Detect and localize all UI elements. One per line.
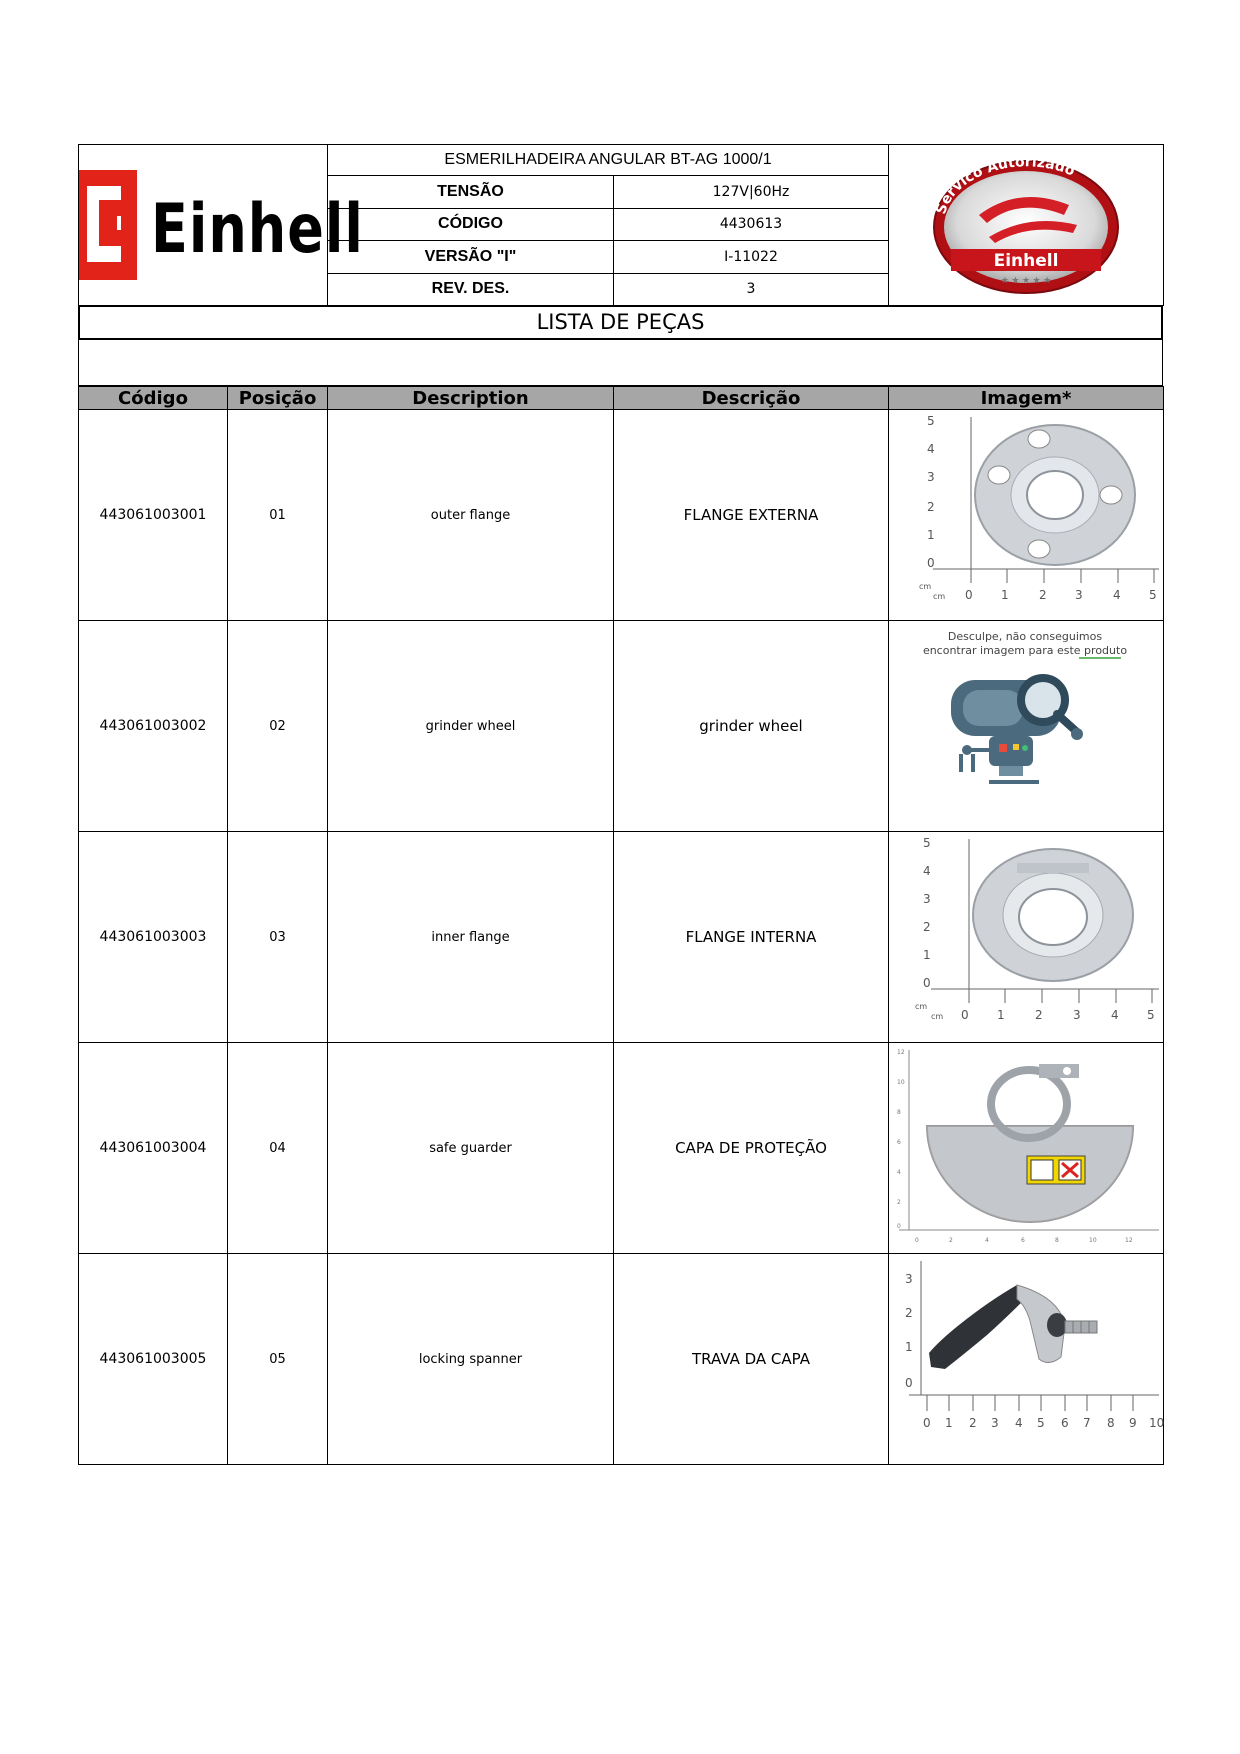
parts-list-sheet (78, 144, 1163, 1465)
product-title: ESMERILHADEIRA ANGULAR BT-AG 1000/1 (328, 145, 889, 176)
revision-label: REV. DES. (328, 273, 614, 305)
svg-text:0: 0 (915, 1237, 919, 1244)
svg-text:4: 4 (1113, 588, 1121, 602)
svg-text:5: 5 (1149, 588, 1157, 602)
svg-text:3: 3 (905, 1272, 913, 1286)
part-code: 443061003004 (79, 1043, 228, 1254)
svg-text:0: 0 (961, 1008, 969, 1022)
svg-text:8: 8 (897, 1109, 901, 1116)
svg-text:2: 2 (927, 500, 935, 514)
svg-text:0: 0 (927, 556, 935, 570)
svg-text:3: 3 (927, 470, 935, 484)
svg-text:Einhell: Einhell (151, 190, 364, 269)
svg-text:8: 8 (1055, 1237, 1059, 1244)
svg-text:6: 6 (1021, 1237, 1025, 1244)
svg-text:0: 0 (923, 976, 931, 990)
svg-text:2: 2 (1035, 1008, 1043, 1022)
svg-text:encontrar imagem para este pro: encontrar imagem para este produto (922, 644, 1128, 657)
svg-text:6: 6 (1061, 1416, 1069, 1430)
svg-text:10: 10 (897, 1079, 905, 1086)
svg-text:★ ★ ★ ★ ★: ★ ★ ★ ★ ★ (1000, 275, 1052, 285)
svg-text:cm: cm (931, 1012, 944, 1021)
part-position: 04 (228, 1043, 328, 1254)
svg-text:12: 12 (1125, 1237, 1133, 1244)
svg-text:1: 1 (997, 1008, 1005, 1022)
version-value: I-11022 (614, 241, 889, 273)
svg-text:3: 3 (991, 1416, 999, 1430)
svg-text:Desculpe, não conseguimos: Desculpe, não conseguimos (947, 630, 1103, 643)
part-description: inner flange (328, 832, 614, 1043)
svg-text:cm: cm (915, 1002, 928, 1011)
svg-text:0: 0 (905, 1376, 913, 1390)
svg-text:cm: cm (919, 582, 932, 591)
version-label: VERSÃO "I" (328, 241, 614, 273)
part-position: 02 (228, 621, 328, 832)
part-description: locking spanner (328, 1254, 614, 1465)
part-code: 443061003002 (79, 621, 228, 832)
svg-text:5: 5 (923, 836, 931, 850)
svg-text:0: 0 (897, 1223, 901, 1230)
part-position: 03 (228, 832, 328, 1043)
svg-text:cm: cm (933, 592, 946, 601)
table-row (79, 410, 1164, 621)
svg-text:4: 4 (897, 1169, 901, 1176)
svg-text:7: 7 (1083, 1416, 1091, 1430)
svg-text:2: 2 (949, 1237, 953, 1244)
part-description: safe guarder (328, 1043, 614, 1254)
einhell-logo (79, 145, 364, 306)
table-row (79, 621, 1164, 832)
robot-icon (951, 678, 1083, 782)
svg-text:8: 8 (1107, 1416, 1115, 1430)
part-position: 01 (228, 410, 328, 621)
svg-text:1: 1 (1001, 588, 1009, 602)
part-descricao: FLANGE EXTERNA (614, 410, 889, 621)
code-value: 4430613 (614, 208, 889, 240)
svg-text:2: 2 (923, 920, 931, 934)
part-position: 05 (228, 1254, 328, 1465)
svg-text:2: 2 (1039, 588, 1047, 602)
svg-text:5: 5 (1037, 1416, 1045, 1430)
svg-text:5: 5 (1147, 1008, 1155, 1022)
parts-table (78, 386, 1164, 1465)
svg-text:4: 4 (1015, 1416, 1023, 1430)
svg-text:4: 4 (923, 864, 931, 878)
inner-flange-photo (889, 832, 1164, 1043)
svg-text:2: 2 (905, 1306, 913, 1320)
svg-text:Servico Autorizado: Servico Autorizado (933, 154, 1078, 217)
locking-spanner-photo (889, 1254, 1164, 1465)
svg-text:1: 1 (927, 528, 935, 542)
svg-text:0: 0 (923, 1416, 931, 1430)
code-label: CÓDIGO (328, 208, 614, 240)
svg-text:1: 1 (905, 1340, 913, 1354)
authorized-service-badge (889, 145, 1164, 306)
svg-text:1: 1 (923, 948, 931, 962)
outer-flange-photo (889, 410, 1164, 621)
voltage-label: TENSÃO (328, 176, 614, 208)
svg-text:4: 4 (927, 442, 935, 456)
svg-text:9: 9 (1129, 1416, 1137, 1430)
col-header-descricao: Descrição (614, 387, 889, 410)
svg-text:6: 6 (897, 1139, 901, 1146)
svg-text:3: 3 (1073, 1008, 1081, 1022)
revision-value: 3 (614, 273, 889, 305)
list-title: LISTA DE PEÇAS (78, 305, 1163, 340)
svg-text:Einhell: Einhell (993, 251, 1059, 271)
col-header-code: Código (79, 387, 228, 410)
svg-text:2: 2 (897, 1199, 901, 1206)
part-descricao: TRAVA DA CAPA (614, 1254, 889, 1465)
col-header-image: Imagem* (889, 387, 1164, 410)
part-code: 443061003005 (79, 1254, 228, 1465)
svg-text:3: 3 (1075, 588, 1083, 602)
svg-text:12: 12 (897, 1049, 905, 1056)
table-row (79, 832, 1164, 1043)
part-description: grinder wheel (328, 621, 614, 832)
svg-text:5: 5 (927, 414, 935, 428)
svg-text:10: 10 (1149, 1416, 1165, 1430)
blank-row (78, 340, 1163, 386)
part-descricao: grinder wheel (614, 621, 889, 832)
part-description: outer flange (328, 410, 614, 621)
voltage-value: 127V|60Hz (614, 176, 889, 208)
svg-text:0: 0 (965, 588, 973, 602)
col-header-description: Description (328, 387, 614, 410)
svg-text:3: 3 (923, 892, 931, 906)
svg-text:4: 4 (1111, 1008, 1119, 1022)
part-descricao: CAPA DE PROTEÇÃO (614, 1043, 889, 1254)
svg-text:1: 1 (945, 1416, 953, 1430)
table-row (79, 1254, 1164, 1465)
part-code: 443061003003 (79, 832, 228, 1043)
table-row (79, 1043, 1164, 1254)
svg-text:2: 2 (969, 1416, 977, 1430)
safety-guard-photo (889, 1043, 1164, 1254)
part-code: 443061003001 (79, 410, 228, 621)
svg-text:4: 4 (985, 1237, 989, 1244)
col-header-position: Posição (228, 387, 328, 410)
header-table (78, 144, 1164, 306)
svg-text:10: 10 (1089, 1237, 1097, 1244)
no-image-placeholder (889, 621, 1164, 832)
part-descricao: FLANGE INTERNA (614, 832, 889, 1043)
